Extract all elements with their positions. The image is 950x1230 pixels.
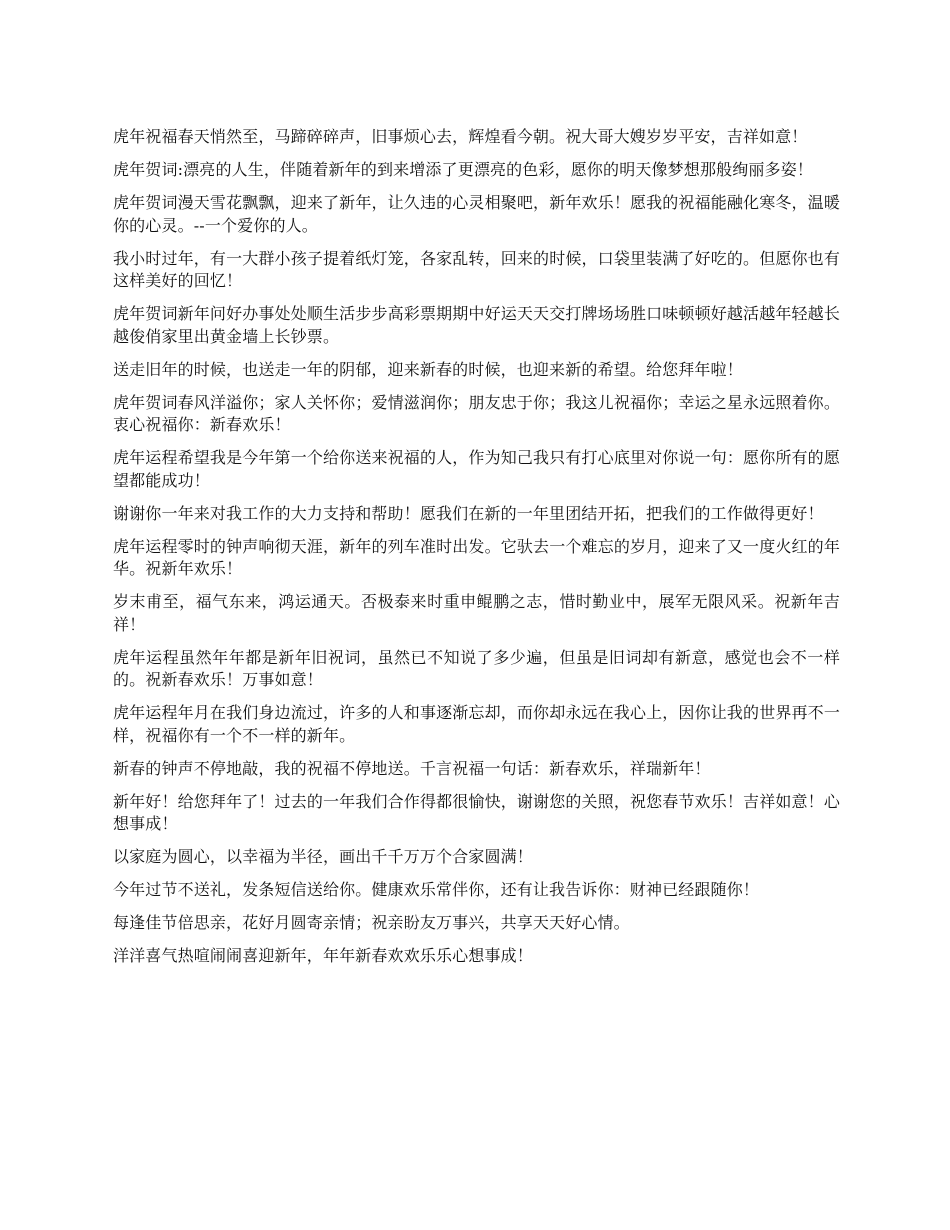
paragraph: 虎年运程零时的钟声响彻天涯，新年的列车准时出发。它驮去一个难忘的岁月，迎来了又一度火红的年华。祝新年欢乐！ — [113, 536, 840, 578]
paragraph: 新春的钟声不停地敲，我的祝福不停地送。千言祝福一句话：新春欢乐，祥瑞新年！ — [113, 758, 711, 778]
paragraph: 每逢佳节倍思亲，花好月圆寄亲情；祝亲盼友万事兴，共享天天好心情。 — [113, 913, 630, 932]
paragraph: 虎年运程年月在我们身边流过，许多的人和事逐渐忘却，而你却永远在我心上，因你让我的世界再不一样，祝福你有一个不一样的新年。 — [113, 703, 840, 745]
paragraph: 我小时过年，有一大群小孩子提着纸灯笼，各家乱转，回来的时候，口袋里装满了好吃的。但愿你也有这样美好的回忆！ — [113, 248, 840, 290]
document-body — [113, 126, 840, 978]
paragraph: 送走旧年的时候，也送走一年的阴郁，迎来新春的时候，也迎来新的希望。给您拜年啦！ — [113, 359, 743, 379]
paragraph: 虎年运程希望我是今年第一个给你送来祝福的人，作为知己我只有打心底里对你说一句：愿你所有的愿望都能成功！ — [113, 448, 840, 490]
paragraph: 虎年贺词新年问好办事处处顺生活步步高彩票期期中好运天天交打牌场场胜口味顿顿好越活越年轻越长越俊俏家里出黄金墙上长钞票。 — [113, 304, 840, 346]
paragraph: 虎年贺词春风洋溢你；家人关怀你；爱情滋润你；朋友忠于你；我这儿祝福你；幸运之星永远照着你。衷心祝福你：新春欢乐！ — [113, 392, 840, 434]
paragraph: 虎年运程虽然年年都是新年旧祝词，虽然已不知说了多少遍，但虽是旧词却有新意，感觉也会不一样的。祝新春欢乐！万事如意！ — [113, 647, 840, 689]
paragraph: 虎年贺词漫天雪花飘飘，迎来了新年，让久违的心灵相聚吧，新年欢乐！愿我的祝福能融化寒冬，温暖你的心灵。--一个爱你的人。 — [113, 193, 840, 235]
paragraph: 虎年祝福春天悄然至，马蹄碎碎声，旧事烦心去，辉煌看今朝。祝大哥大嫂岁岁平安，吉祥如意！ — [113, 127, 808, 146]
paragraph: 虎年贺词:漂亮的人生，伴随着新年的到来增添了更漂亮的色彩，愿你的明天像梦想那般绚丽多姿！ — [113, 160, 813, 179]
paragraph: 谢谢你一年来对我工作的大力支持和帮助！愿我们在新的一年里团结开拓，把我们的工作做得更好！ — [113, 503, 824, 523]
paragraph: 今年过节不送礼，发条短信送给你。健康欢乐常伴你，还有让我告诉你：财神已经跟随你！ — [113, 880, 760, 899]
paragraph: 以家庭为圆心，以幸福为半径，画出千千万万个合家圆满！ — [113, 847, 533, 866]
paragraph: 新年好！给您拜年了！过去的一年我们合作得都很愉快，谢谢您的关照，祝您春节欢乐！吉祥如意！心想事成！ — [113, 791, 840, 833]
paragraph: 洋洋喜气热喧闹闹喜迎新年，年年新春欢欢乐乐心想事成！ — [113, 946, 533, 965]
paragraph: 岁末甫至，福气东来，鸿运通天。否极泰来时重申鲲鹏之志，惜时勤业中，展军无限风采。祝新年吉祥！ — [113, 592, 840, 634]
